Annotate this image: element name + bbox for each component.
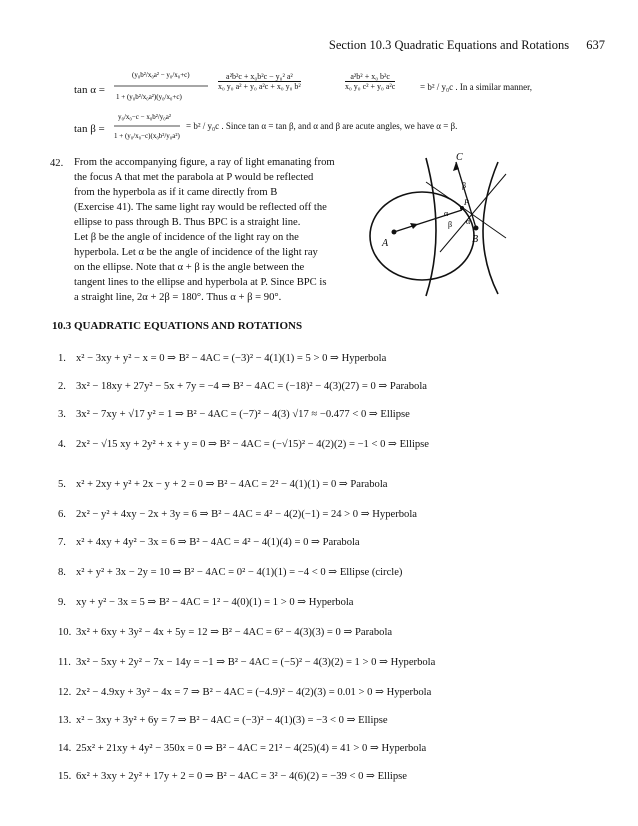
mid-denominator: x₀ y₀ a² + y₀ a²c + x₀ y₀ b² [218,82,301,91]
right-numerator: a²b² + x₀ b²c [345,72,395,82]
exercise-row [58,380,427,392]
exercise-row [58,566,402,578]
exercise-row [58,596,354,608]
exercise-row [58,408,410,420]
ex42-line: (Exercise 41). The same light ray would be reflected off the [74,202,327,213]
exercise-row [58,626,392,638]
ex42-line: ellipse to pass through B. Thus BPC is a straight line. [74,217,301,228]
exercise-number: 6. [58,509,66,520]
tan-beta-result-value: = b² / y₀c [186,121,220,131]
ex42-line: hyperbola. Let α be the angle of incidence of the light ray [74,247,318,258]
exercise-row [58,438,429,450]
exercise-solution: 3x² + 6xy + 3y² − 4x + 5y = 12 ⇒ B² − 4AC = 6² − 4(3)(3) = 0 ⇒ Parabola [76,627,393,638]
tan-alpha-result [420,82,532,92]
hyperbola-left-branch [426,158,436,296]
exercise-solution: x² − 3xy + y² − x = 0 ⇒ B² − 4AC = (−3)² − 4(1)(1) = 5 > 0 ⇒ Hyperbola [76,353,387,364]
ex42-line: on the ellipse. Note that α + β is the angle between the [74,262,305,273]
tangent-line-1 [426,182,506,238]
tan-alpha-tail: . In a similar manner, [455,82,533,92]
tan-alpha-right-fraction [345,72,395,91]
exercise-row [58,478,387,490]
exercise-number: 8. [58,567,66,578]
tan-alpha-complex-fraction [112,64,212,108]
exercise-row [58,742,426,754]
exercise-number: 14. [58,743,72,754]
tan-beta-tail: . Since tan α = tan β, and α and β are acute angles, we have α = β. [221,121,458,131]
tan-alpha-result-value: = b² / y₀c [420,82,454,92]
label-beta-left: β [448,220,453,229]
exercise-number: 1. [58,353,66,364]
page-number: 637 [586,38,605,52]
exercise-row [58,536,360,548]
label-a: A [382,238,389,249]
exercise-number: 5. [58,479,66,490]
ex42-line: From the accompanying figure, a ray of light emanating from [74,157,335,168]
right-denominator: x₀ y₀ c² + y₀ a²c [345,82,396,91]
tan-alpha-equation [74,84,105,96]
exercise-number: 7. [58,537,66,548]
exercise-number: 2. [58,381,66,392]
exercise-row [58,770,407,782]
label-alpha-left: α [444,209,449,218]
tan-beta-result [186,121,457,131]
exercise-solution: 6x² + 3xy + 2y² + 17y + 2 = 0 ⇒ B² − 4AC = 3² − 4(6)(2) = −39 < 0 ⇒ Ellipse [76,771,407,782]
exercise-number: 4. [58,439,66,450]
exercise-solution: 3x² − 18xy + 27y² − 5x + 7y = −4 ⇒ B² − 4AC = (−18)² − 4(3)(27) = 0 ⇒ Parabola [76,381,427,392]
exercise-number: 12. [58,687,72,698]
hyperbola-right-branch [483,162,498,294]
exercise-number: 3. [58,409,66,420]
svg-text:1 + (y₀b²/x₀a²)(y₀/x₀+c): 1 + (y₀b²/x₀a²)(y₀/x₀+c) [116,93,182,101]
label-c: C [456,152,463,163]
section-title-header: Section 10.3 Quadratic Equations and Rotations [328,38,570,52]
svg-text:y₀/x₀−c − x₀b²/y₀a²: y₀/x₀−c − x₀b²/y₀a² [118,113,171,121]
tan-alpha-lhs: tan α = [74,84,105,96]
label-beta-top: β [462,181,467,190]
exercise-row [58,656,435,668]
label-b: B [472,234,479,245]
ex42-line: tangent lines to the ellipse and hyperbola at P. Since BPC is [74,277,327,288]
exercise-number: 10. [58,627,72,638]
exercise-row [58,352,386,364]
beta-fraction-graphic [112,106,182,146]
tan-beta-lhs: tan β = [74,123,105,135]
exercise-solution: xy + y² − 3x = 5 ⇒ B² − 4AC = 1² − 4(0)(1) = 1 > 0 ⇒ Hyperbola [76,597,354,608]
ex42-line: Let β be the angle of incidence of the light ray on the [74,232,299,243]
svg-text:1 + (y₀/x₀−c)(x₀b²/y₀a²): 1 + (y₀/x₀−c)(x₀b²/y₀a²) [114,132,180,140]
exercise-solution: x² + 4xy + 4y² − 3x = 6 ⇒ B² − 4AC = 4² − 4(1)(4) = 0 ⇒ Parabola [76,537,360,548]
exercise-solution: x² + y² + 3x − 2y = 10 ⇒ B² − 4AC = 0² − 4(1)(1) = −4 < 0 ⇒ Ellipse (circle) [76,567,403,578]
label-alpha-right: α [466,217,471,226]
exercise-solution: 25x² + 21xy + 4y² − 350x = 0 ⇒ B² − 4AC = 21² − 4(25)(4) = 41 > 0 ⇒ Hyperbola [76,743,427,754]
exercise-row [58,714,388,726]
running-header [329,38,605,53]
exercise-number: 9. [58,597,66,608]
point-a [392,230,397,235]
ex42-line: from the hyperbola as if it came directly from B [74,187,278,198]
exercise-row [58,686,431,698]
exercise-solution: 3x² − 7xy + √17 y² = 1 ⇒ B² − 4AC = (−7)² − 4(3) √17 ≈ −0.477 < 0 ⇒ Ellipse [76,409,410,420]
mid-numerator: a²b²c + x₀b²c − y₀² a² [218,72,301,82]
svg-text:(y₀b²/x₀a² − y₀/x₀+c): (y₀b²/x₀a² − y₀/x₀+c) [132,71,190,79]
complex-fraction-graphic [112,64,212,108]
exercise-solution: x² + 2xy + y² + 2x − y + 2 = 0 ⇒ B² − 4AC = 2² − 4(1)(1) = 0 ⇒ Parabola [76,479,388,490]
tan-beta-complex-fraction [112,106,182,146]
section-heading: 10.3 QUADRATIC EQUATIONS AND ROTATIONS [52,320,303,332]
exercise-number: 11. [58,657,71,668]
exercise-solution: x² − 3xy + 3y² + 6y = 7 ⇒ B² − 4AC = (−3)² − 4(1)(3) = −3 < 0 ⇒ Ellipse [76,715,388,726]
figure-svg [358,150,508,298]
point-b [474,226,479,231]
ellipse-hyperbola-figure [358,150,508,298]
tan-beta-equation [74,123,105,135]
exercise-number: 13. [58,715,72,726]
exercise-row [58,508,417,520]
exercise-solution: 3x² − 5xy + 2y² − 7x − 14y = −1 ⇒ B² − 4AC = (−5)² − 4(3)(2) = 1 > 0 ⇒ Hyperbola [76,657,436,668]
label-p: P [464,198,469,207]
exercise-number: 15. [58,771,72,782]
tan-alpha-mid-fraction [218,72,301,91]
exercise-solution: 2x² − √15 xy + 2y² + x + y = 0 ⇒ B² − 4AC = (−√15)² − 4(2)(2) = −1 < 0 ⇒ Ellipse [76,439,430,450]
exercise-solution: 2x² − y² + 4xy − 2x + 3y = 6 ⇒ B² − 4AC = 4² − 4(2)(−1) = 24 > 0 ⇒ Hyperbola [76,509,417,520]
ex42-line: the focus A that met the parabola at P would be reflected [74,172,314,183]
ex42-line: a straight line, 2α + 2β = 180°. Thus α + β = 90°. [74,292,282,303]
exercise-solution: 2x² − 4.9xy + 3y² − 4x = 7 ⇒ B² − 4AC = (−4.9)² − 4(2)(3) = 0.01 > 0 ⇒ Hyperbola [76,687,432,698]
exercise-42-number: 42. [50,158,64,169]
